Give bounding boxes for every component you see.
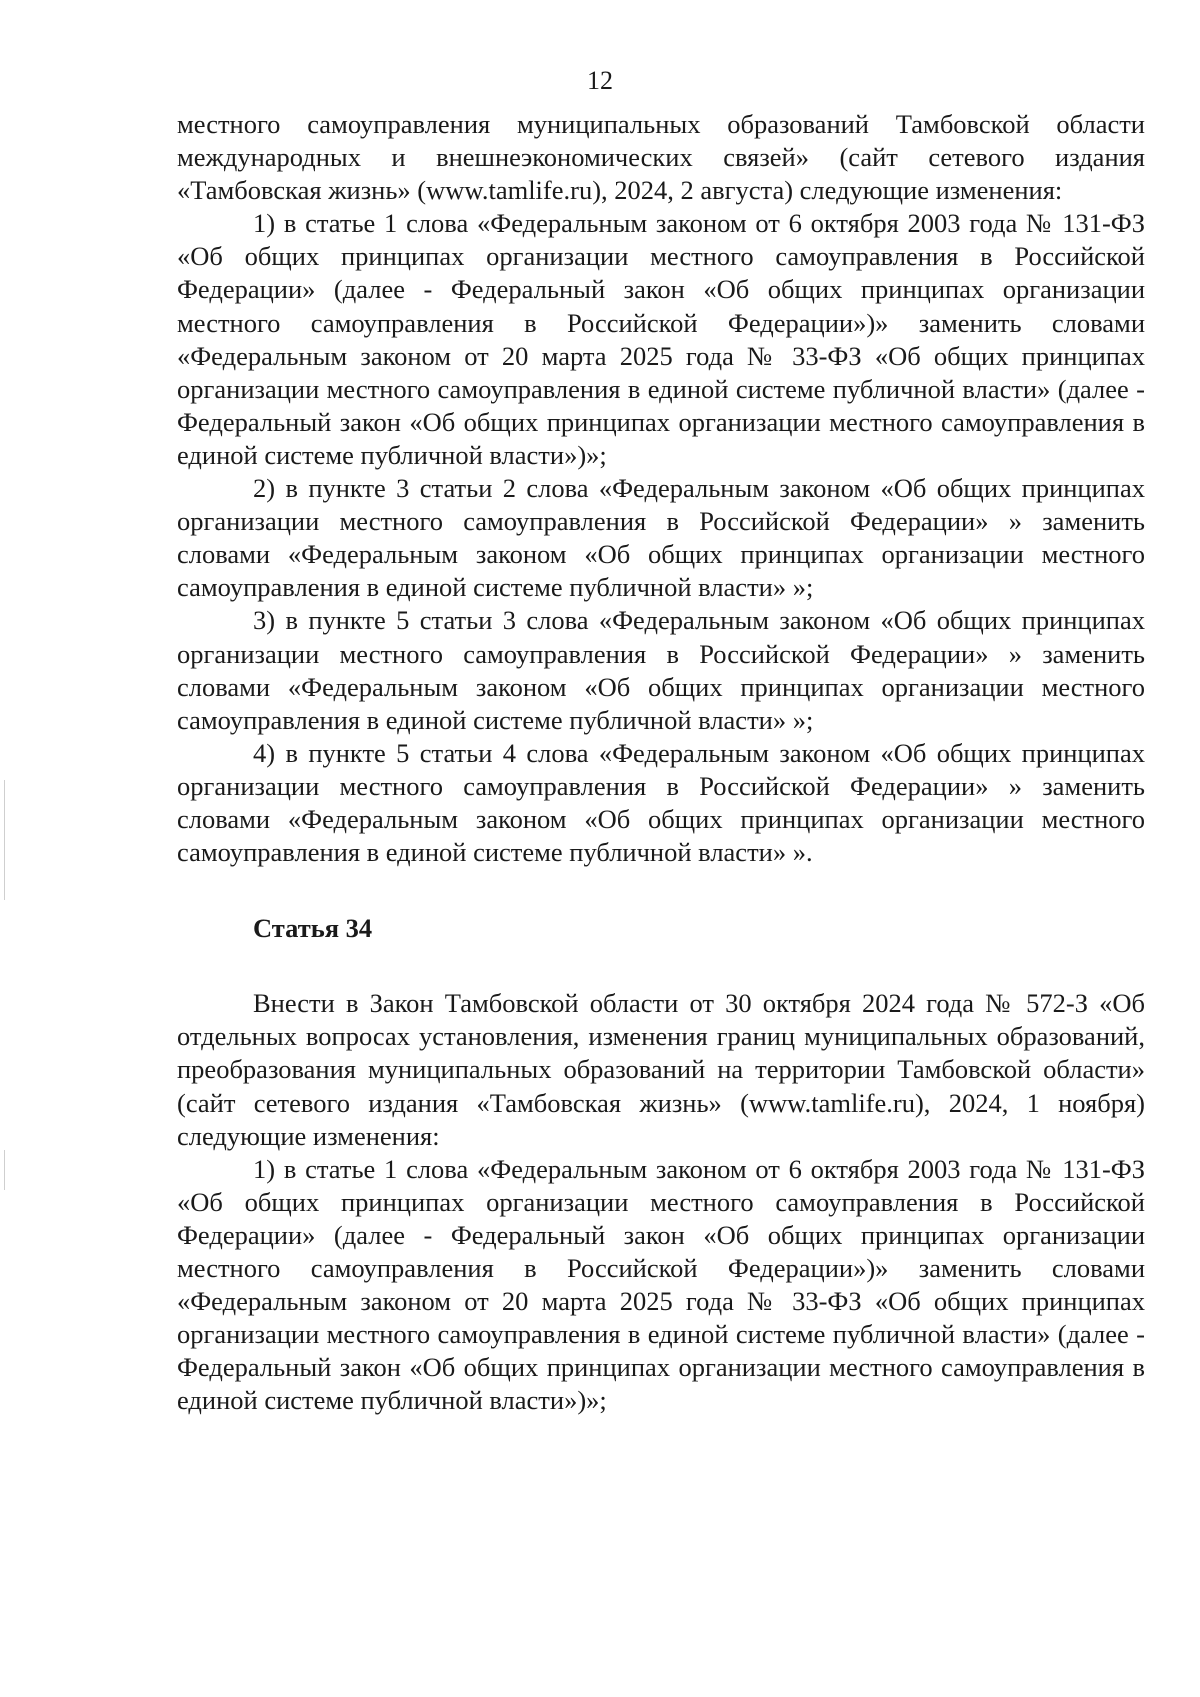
paragraph-article-item-1: 1) в статье 1 слова «Федеральным законом от 6 октября 2003 года № 131-ФЗ «Об общих принципах организации местного самоуправления в Российской Федерации» (далее - Федеральный закон «Об общих принципах организации местного самоуправления в Российской Федерации»)» заменить словами «Федеральным законом от 20 марта 2025 года № 33-ФЗ «Об общих принципах организации местного самоуправления в единой системе публичной власти» (далее - Федеральный закон «Об общих принципах организации местного самоуправления в единой системе публичной власти»)»; (177, 1153, 1145, 1416)
paragraph-item-1: 1) в статье 1 слова «Федеральным законом от 6 октября 2003 года № 131-ФЗ «Об общих принципах организации местного самоуправления в Российской Федерации» (далее - Федеральный закон «Об общих принципах организации местного самоуправления в Российской Федерации»)» заменить словами «Федеральным законом от 20 марта 2025 года № 33-ФЗ «Об общих принципах организации местного самоуправления в единой системе публичной власти» (далее - Федеральный закон «Об общих принципах организации местного самоуправления в единой системе публичной власти»)»; (177, 208, 1145, 470)
scan-edge-mark (4, 780, 5, 900)
paragraph-article-intro: Внести в Закон Тамбовской области от 30 октября 2024 года № 572-З «Об отдельных вопросах установления, изменения границ муниципальных образований, преобразования муниципальных образований на территории Тамбовской области» (сайт сетевого издания «Тамбовская жизнь» (www.tamlife.ru), 2024, 1 ноября) следующие изменения: (177, 988, 1145, 1151)
page-number: 12 (587, 66, 613, 95)
document-body (177, 108, 1145, 1417)
paragraph-item-2: 2) в пункте 3 статьи 2 слова «Федеральным законом «Об общих принципах организации местного самоуправления в Российской Федерации» » заменить словами «Федеральным законом «Об общих принципах организации местного самоуправления в единой системе публичной власти» »; (177, 473, 1145, 603)
paragraph-item-4: 4) в пункте 5 статьи 4 слова «Федеральным законом «Об общих принципах организации местного самоуправления в Российской Федерации» » заменить словами «Федеральным законом «Об общих принципах организации местного самоуправления в единой системе публичной власти» ». (177, 737, 1145, 868)
article-heading: Статья 34 (253, 913, 373, 944)
scan-edge-mark (4, 1150, 5, 1190)
paragraph-continuation: местного самоуправления муниципальных образований Тамбовской области международных и внешнеэкономических связей» (сайт сетевого издания «Тамбовская жизнь» (www.tamlife.ru), 2024, 2 августа) следующие изменения: (177, 109, 1145, 206)
paragraph-item-3: 3) в пункте 5 статьи 3 слова «Федеральным законом «Об общих принципах организации местного самоуправления в Российской Федерации» » заменить словами «Федеральным законом «Об общих принципах организации местного самоуправления в единой системе публичной власти» »; (177, 605, 1145, 735)
